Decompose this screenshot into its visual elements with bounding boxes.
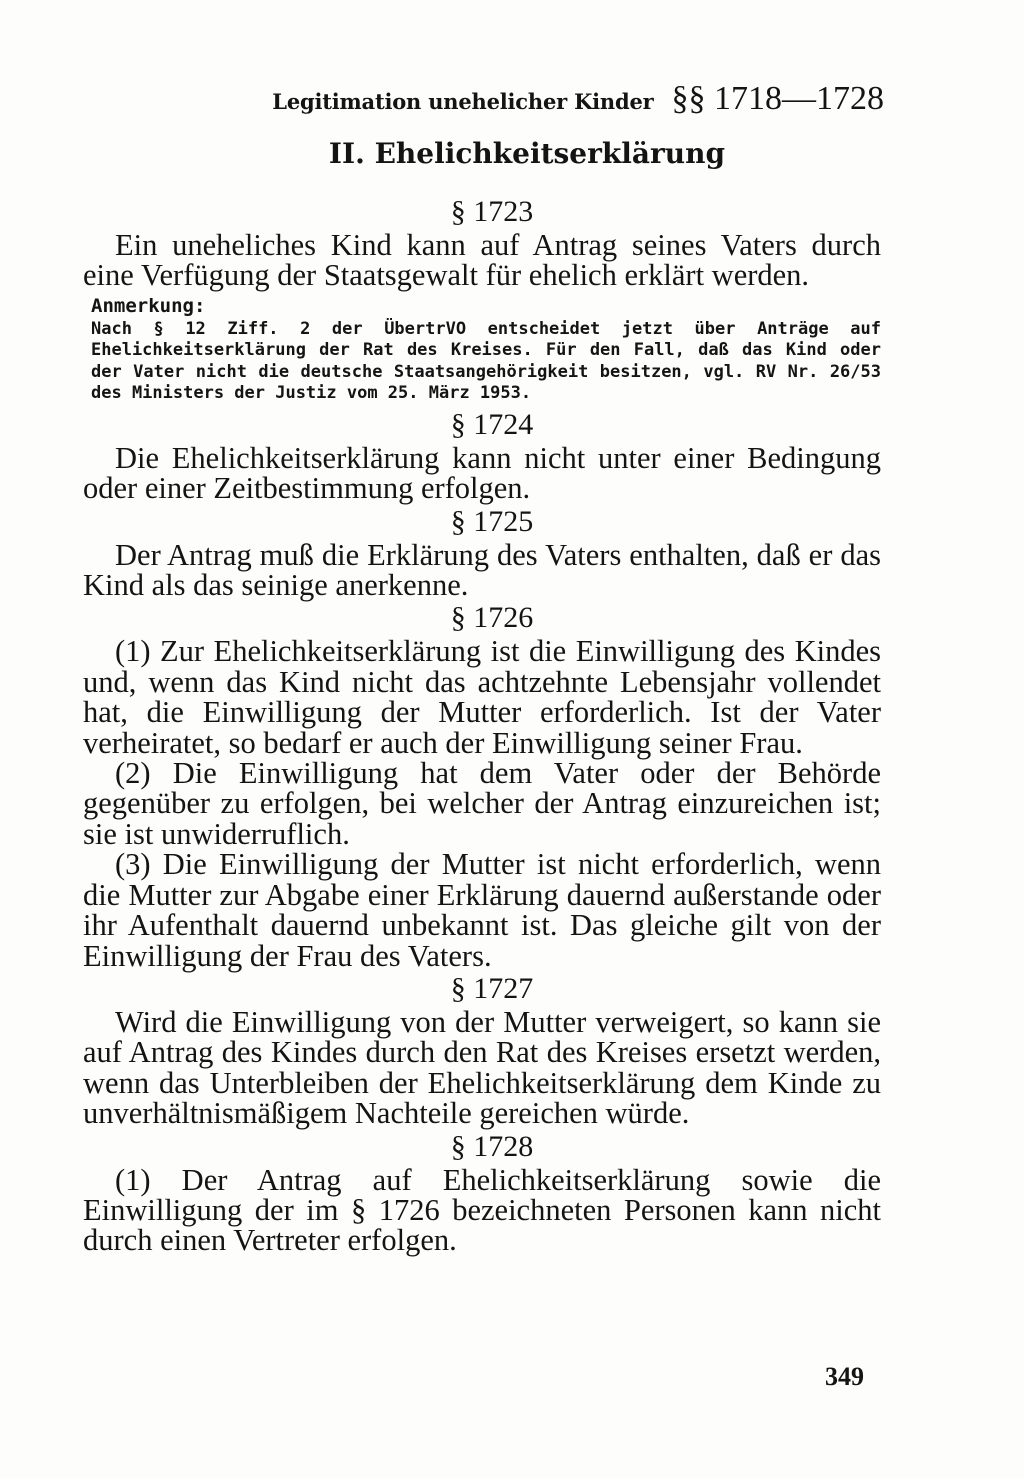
running-head xyxy=(0,80,884,118)
paragraph-text: (3) Die Einwilligung der Mutter ist nicht erforderlich, wenn die Mutter zur Abgabe einer Erklärung dauernd außerstande oder ihr Aufenthalt dauernd unbekannt ist. Das gleiche gilt von der Einwilligung der Frau des Vaters. xyxy=(83,847,881,973)
paragraph-text: Ein uneheliches Kind kann auf Antrag seines Vaters durch eine Verfügung der Staatsgewalt für ehelich erklärt werden. xyxy=(83,228,881,293)
paragraph-text: Die Ehelichkeitserklärung kann nicht unter einer Bedingung oder einer Zeitbestimmung erfolgen. xyxy=(83,440,881,506)
note-label: Anmerkung: xyxy=(91,294,206,317)
running-head-title: Legitimation unehelicher Kinder xyxy=(272,89,654,114)
paragraph-number: § 1725 xyxy=(450,504,534,538)
note-text: Nach § 12 Ziff. 2 der ÜbertrVO entscheidet jetzt über Anträge auf Ehelichkeitserklärung der Rat des Kreises. Für den Fall, daß das Kind oder der Vater nicht die deutsche Staatsangehörigkeit besitzen, vgl. RV Nr. 26/53 des Ministers der Justiz vom 25. März 1953. xyxy=(91,318,881,404)
paragraph-text: (2) Die Einwilligung hat dem Vater oder der Behörde gegenüber zu erfolgen, bei welcher der Antrag einzureichen ist; sie ist unwiderruflich. xyxy=(83,756,881,851)
body-text xyxy=(83,194,881,1256)
paragraph-text: Wird die Einwilligung von der Mutter verweigert, so kann sie auf Antrag des Kindes durch den Rat des Kreises ersetzt werden, wenn das Unterbleiben der Ehelichkeitserklärung dem Kinde zu unverhältnismäßigem Nachteile gereichen würde. xyxy=(83,1004,881,1131)
paragraph-text: (1) Der Antrag auf Ehelichkeitserklärung sowie die Einwilligung der im § 1726 bezeichneten Personen kann nicht durch einen Vertreter erfolgen. xyxy=(83,1162,881,1258)
paragraph-number: § 1727 xyxy=(450,971,534,1005)
paragraph-number: § 1728 xyxy=(450,1129,534,1163)
paragraph-text: Der Antrag muß die Erklärung des Vaters enthalten, daß er das Kind als das seinige anerkenne. xyxy=(83,537,881,603)
paragraph-text: (1) Zur Ehelichkeitserklärung ist die Einwilligung des Kindes und, wenn das Kind nicht das achtzehnte Lebensjahr vollendet hat, die Einwilligung der Mutter erforderlich. Ist der Vater verheiratet, so bedarf er auch der Einwilligung seiner Frau. xyxy=(83,634,881,760)
page-number: 349 xyxy=(825,1362,864,1391)
paragraph-number: § 1726 xyxy=(450,601,534,635)
paragraph-number: § 1724 xyxy=(450,407,534,441)
paragraph-number: § 1723 xyxy=(450,195,534,228)
running-head-range: §§ 1718—1728 xyxy=(671,80,884,117)
section-title: II. Ehelichkeitserklärung xyxy=(328,137,726,170)
